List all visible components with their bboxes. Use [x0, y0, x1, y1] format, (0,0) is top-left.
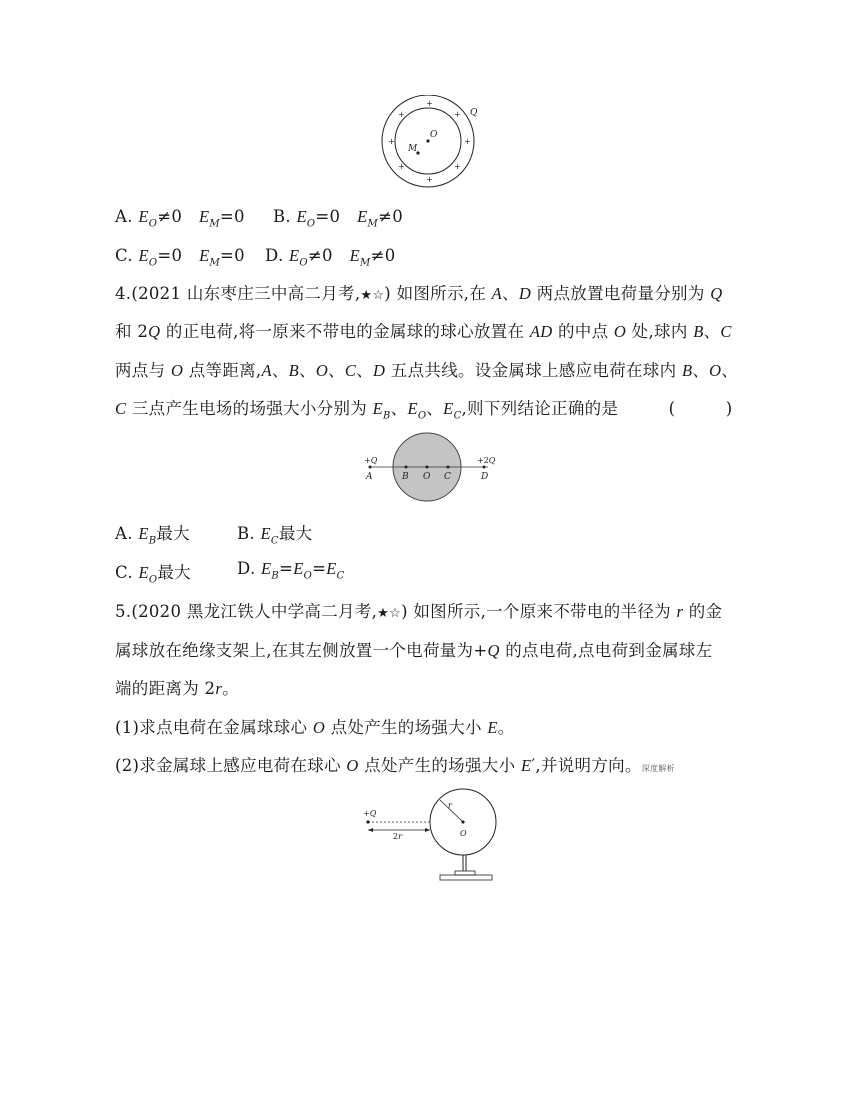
svg-text:C: C	[444, 472, 451, 482]
q4-line-4: C 三点产生电场的场强大小分别为 $E_B$、$E_O$、$E_C$,则下列结论正确的是 ( )	[115, 399, 733, 422]
q3-option-d: D. $E_O\ne 0$ $E_M\ne 0$	[265, 246, 396, 269]
q4-option-a: A. $E_B$最大	[115, 524, 190, 547]
q3-option-c: C. $E_O=0$ $E_M=0$	[115, 246, 245, 269]
q5-figure	[360, 786, 500, 884]
q4-line-3: 两点与 O 点等距离,A、B、O、C、D 五点共线。设金属球上感应电荷在球内 B、O、	[115, 361, 739, 380]
svg-text:+: +	[398, 110, 405, 119]
q4-line-1: 4.(2021 山东枣庄三中高二月考,★☆) 如图所示,在 A、D 两点放置电荷量分别为 Q	[115, 284, 723, 303]
svg-text:M: M	[408, 144, 418, 154]
q4-figure	[360, 430, 505, 502]
svg-text:+: +	[454, 110, 461, 119]
q3-figure	[375, 95, 485, 190]
svg-text:+2Q: +2Q	[477, 456, 496, 465]
svg-text:O: O	[460, 829, 467, 838]
svg-text:O: O	[423, 472, 431, 482]
svg-text:+: +	[398, 162, 405, 171]
q5-line-3: 端的距离为 2r。	[115, 679, 239, 698]
q4-option-d: D. $E_B=E_O=E_C$	[237, 559, 345, 582]
q4-option-b: B. $E_C$最大	[237, 524, 313, 547]
svg-text:+Q: +Q	[363, 809, 377, 818]
svg-text:+: +	[464, 137, 471, 146]
q3-option-a: A. $E_O\ne 0$ $E_M=0$	[115, 207, 245, 230]
q5-subquestion-1: (1)求点电荷在金属球球心 O 点处产生的场强大小 E。	[115, 718, 515, 737]
q4-option-c: C. $E_O$最大	[115, 563, 191, 586]
svg-text:r: r	[448, 801, 452, 810]
svg-text:Q: Q	[470, 108, 478, 118]
svg-text:+: +	[426, 99, 433, 108]
q5-subquestion-2: (2)求金属球上感应电荷在球心 O 点处产生的场强大小 E′,并说明方向。深度解析	[115, 756, 675, 775]
svg-text:+: +	[388, 137, 395, 146]
svg-text:+: +	[426, 175, 433, 184]
svg-text:B: B	[402, 472, 409, 482]
q5-line-2: 属球放在绝缘支架上,在其左侧放置一个电荷量为+Q 的点电荷,点电荷到金属球左	[115, 641, 713, 660]
svg-text:O: O	[430, 130, 438, 140]
q5-tag: 深度解析	[641, 764, 675, 773]
svg-text:2r: 2r	[393, 832, 402, 841]
svg-text:D: D	[481, 472, 489, 482]
svg-text:A: A	[366, 472, 373, 482]
q4-line-2: 和 2Q 的正电荷,将一原来不带电的金属球的球心放置在 AD 的中点 O 处,球内 B、C	[115, 322, 732, 341]
q5-line-1: 5.(2020 黑龙江铁人中学高二月考,★☆) 如图所示,一个原来不带电的半径为 r 的金	[115, 602, 723, 621]
svg-text:+Q: +Q	[364, 456, 378, 465]
svg-text:+: +	[454, 162, 461, 171]
q3-option-b: B. $E_O=0$ $E_M\ne 0$	[273, 207, 404, 230]
